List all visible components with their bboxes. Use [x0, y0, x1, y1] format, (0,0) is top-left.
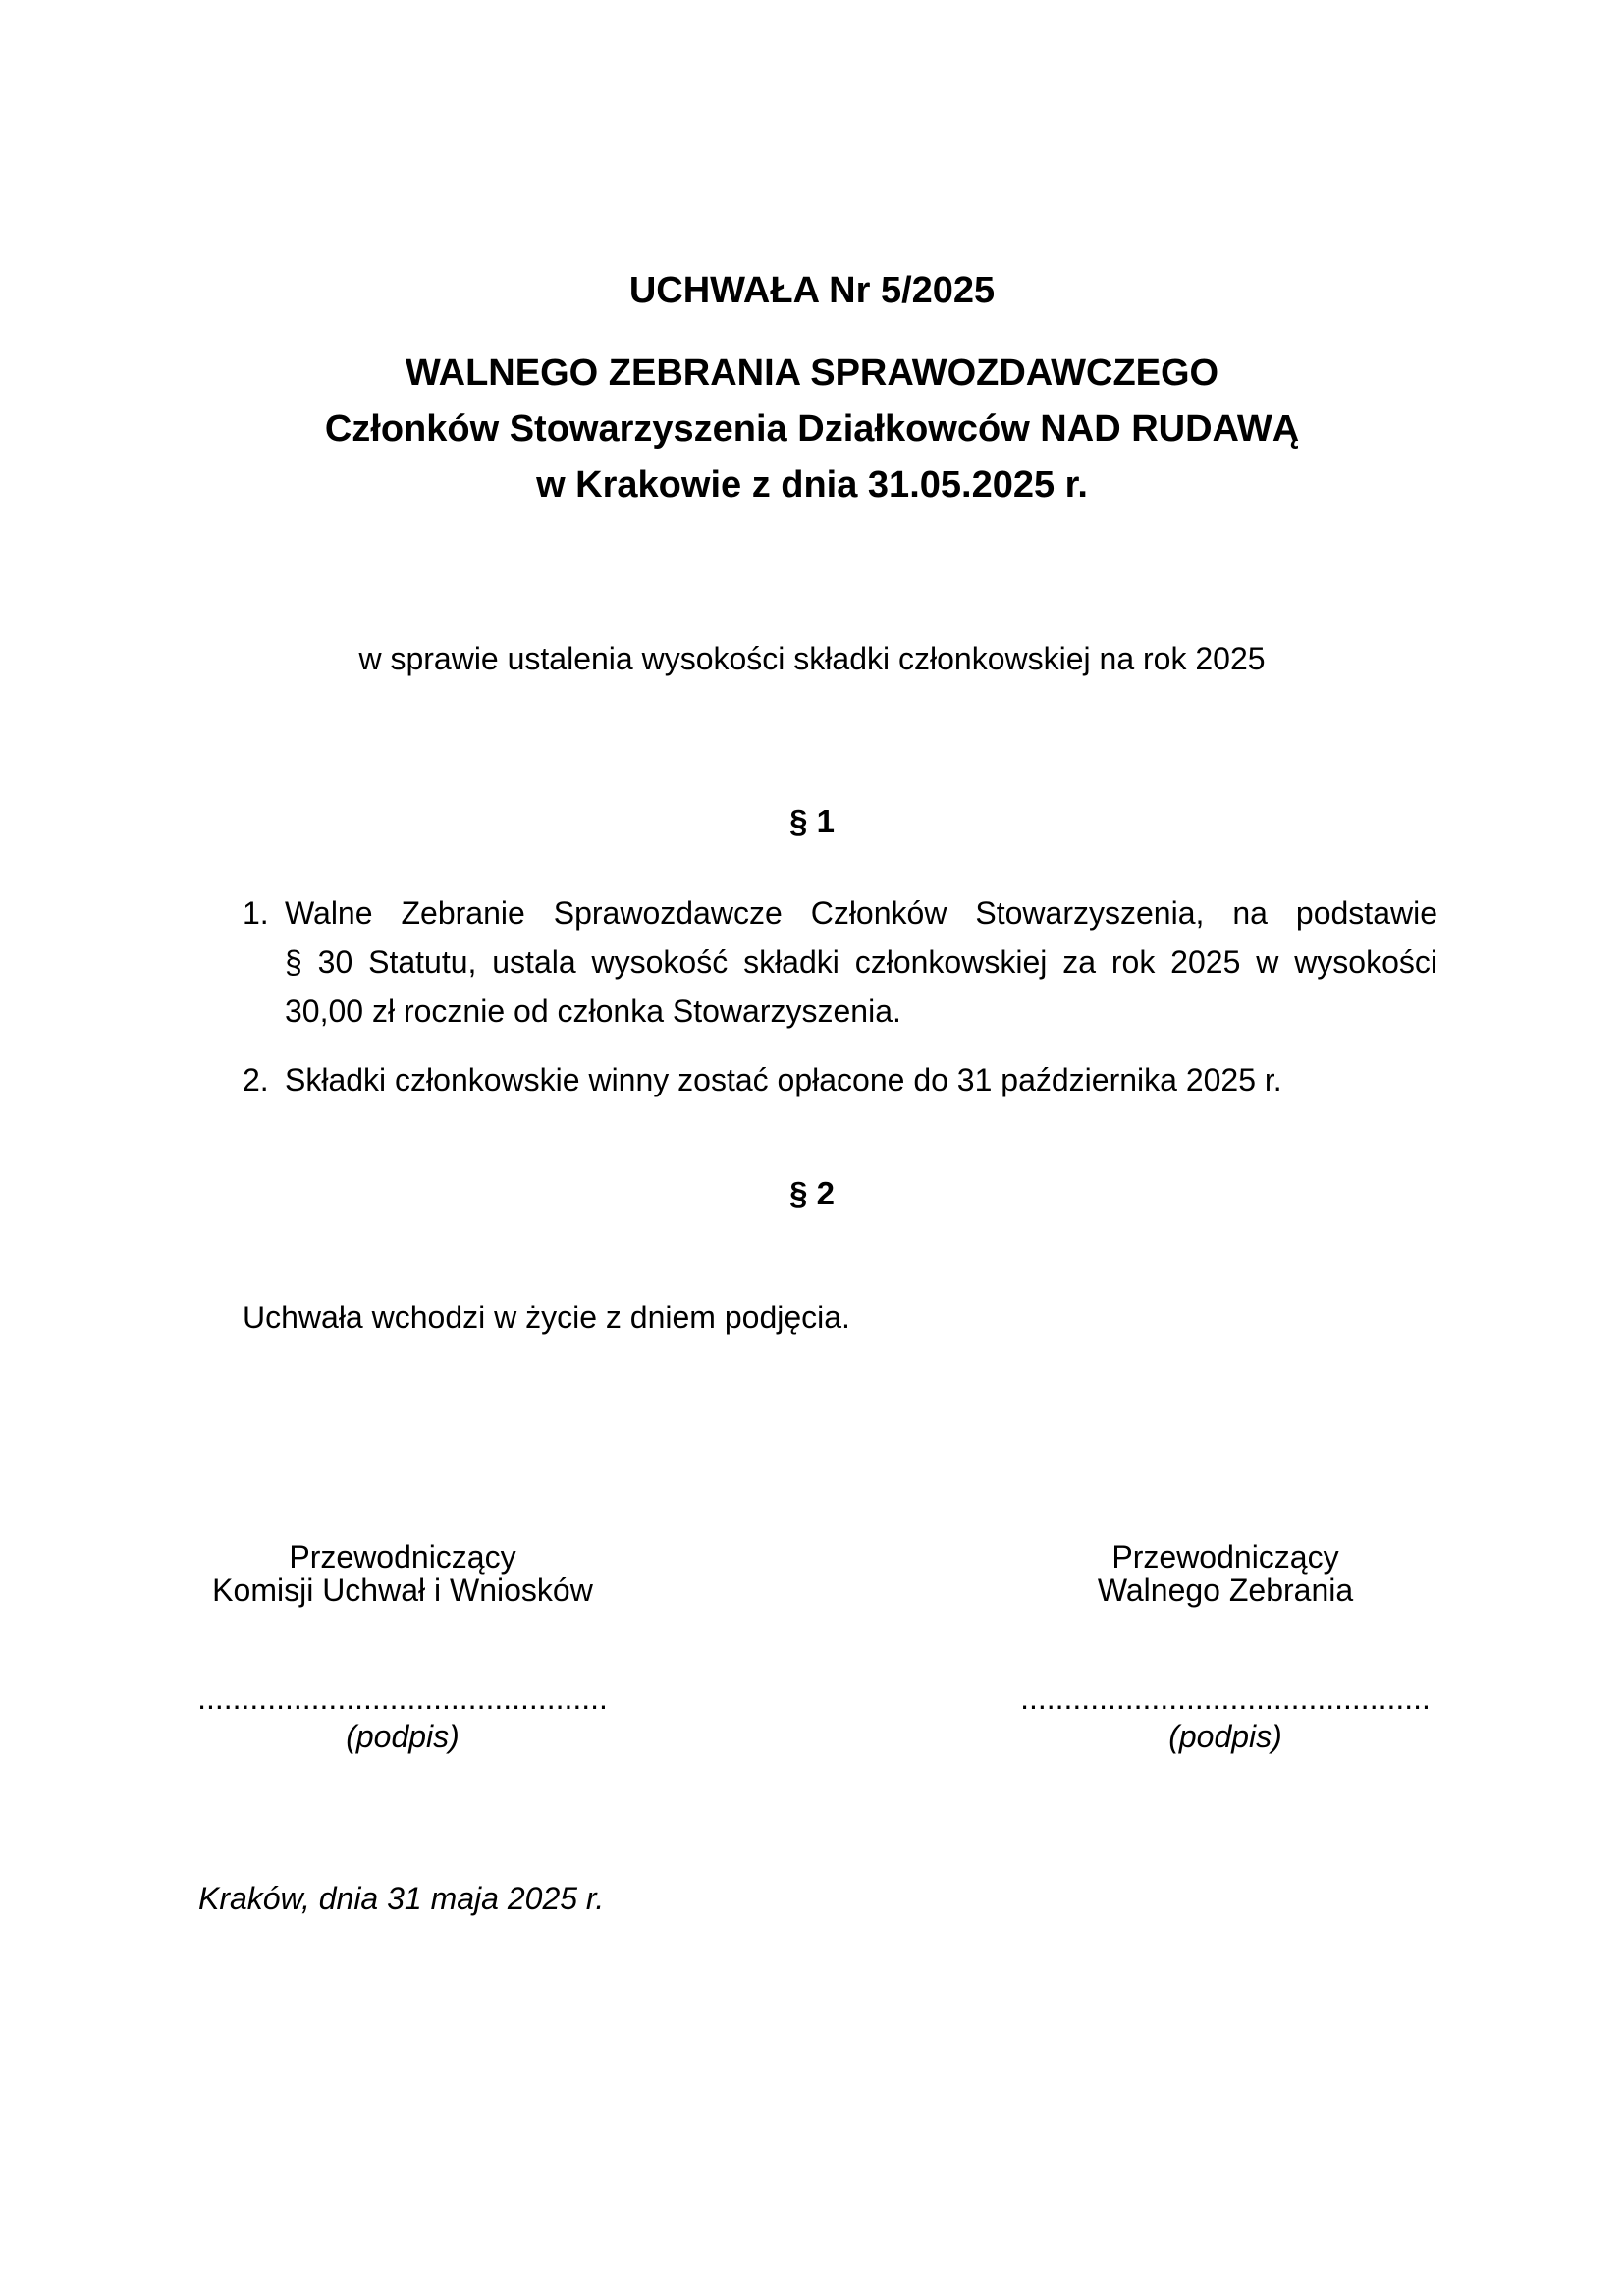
document-header — [0, 346, 1624, 513]
signature-role-subtitle: Walnego Zebrania — [1097, 1573, 1354, 1608]
signature-caption-right: (podpis) — [1168, 1719, 1282, 1754]
signature-block-right — [1000, 1540, 1451, 1607]
list-item-text-line: § 30 Statutu, ustala wysokość składki członkowskiej za rok 2025 w wysokości — [285, 944, 1437, 980]
signature-block-left — [177, 1540, 628, 1607]
list-item-number: 2. — [243, 1062, 269, 1097]
subject-line: w sprawie ustalenia wysokości składki członkowskiej na rok 2025 — [358, 641, 1266, 676]
list-item-text-line: 30,00 zł rocznie od członka Stowarzyszenia. — [285, 993, 901, 1029]
list-item-text-line: Walne Zebranie Sprawozdawcze Członków Stowarzyszenia, na podstawie — [285, 895, 1437, 931]
header-line-place-date: w Krakowie z dnia 31.05.2025 r. — [536, 464, 1088, 506]
header-line-association: Członków Stowarzyszenia Działkowców NAD RUDAWĄ — [324, 408, 1300, 450]
signature-caption-left: (podpis) — [346, 1719, 460, 1754]
list-item-text-line: Składki członkowskie winny zostać opłacone do 31 października 2025 r. — [285, 1062, 1282, 1097]
list-item-number: 1. — [243, 895, 269, 931]
section-2-heading: § 2 — [789, 1175, 835, 1211]
signature-role-subtitle: Komisji Uchwał i Wniosków — [212, 1573, 593, 1608]
list-item — [243, 888, 1437, 1036]
header-line-organization: WALNEGO ZEBRANIA SPRAWOZDAWCZEGO — [405, 352, 1219, 394]
document-title: UCHWAŁA Nr 5/2025 — [628, 270, 996, 311]
section-1-heading: § 1 — [789, 803, 835, 839]
signature-role-title: Przewodniczący — [289, 1539, 516, 1575]
place-date-line: Kraków, dnia 31 maja 2025 r. — [198, 1881, 605, 1916]
signature-dotted-line-right: ............................................... — [1020, 1681, 1431, 1716]
signature-role-title: Przewodniczący — [1111, 1539, 1339, 1575]
signature-dotted-line-left: ............................................... — [197, 1681, 608, 1716]
list-item — [243, 1055, 1437, 1104]
section-2-text: Uchwała wchodzi w życie z dniem podjęcia. — [243, 1300, 850, 1335]
